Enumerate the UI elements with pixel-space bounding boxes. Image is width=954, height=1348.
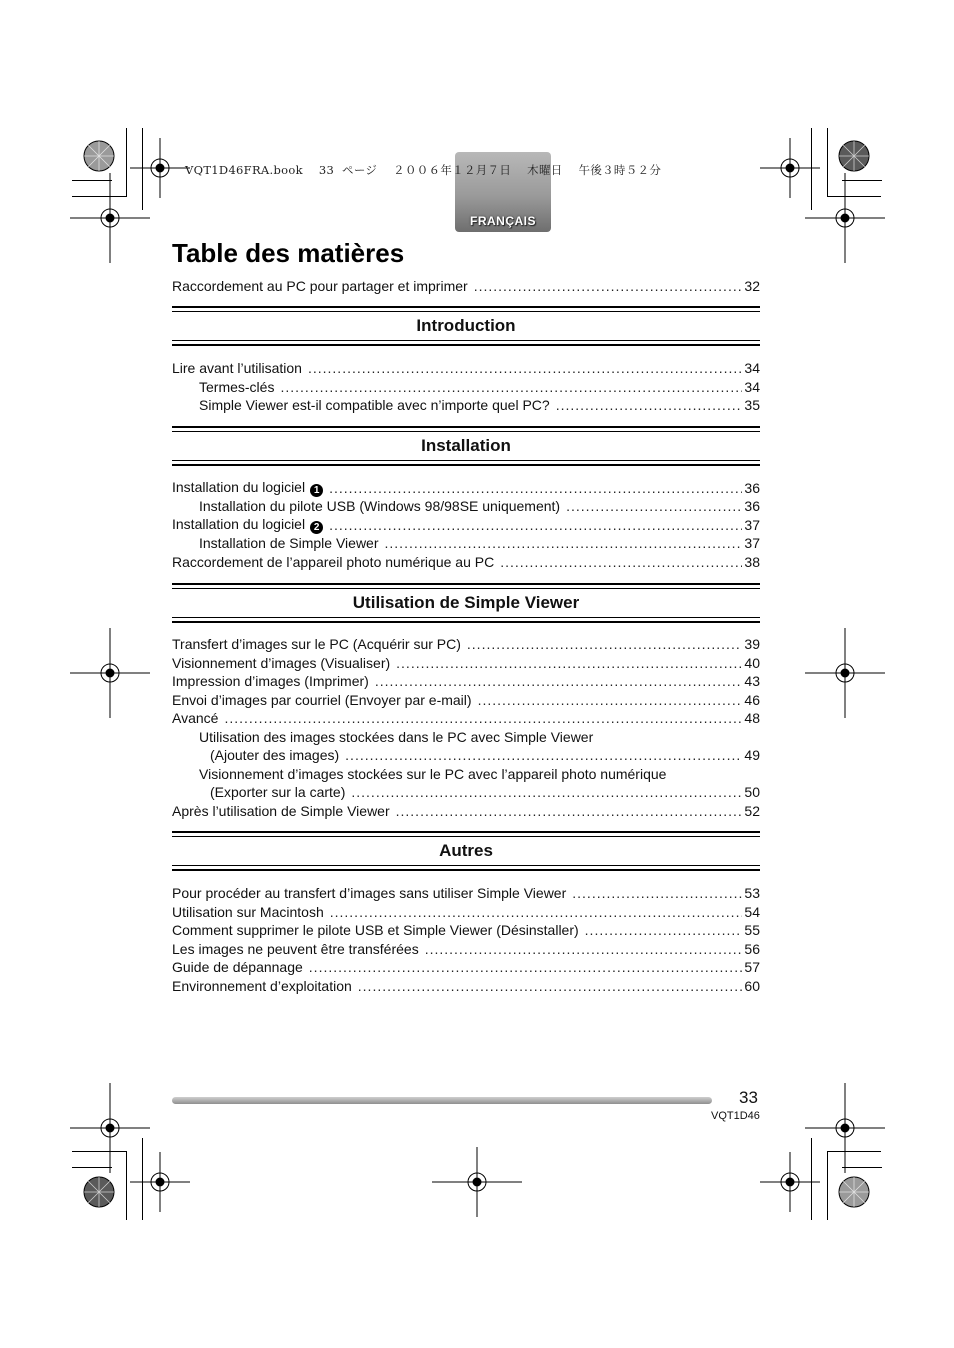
- toc-leader-dots: [329, 479, 742, 497]
- toc-leader-dots: [500, 553, 742, 571]
- section-heading-text: Utilisation de Simple Viewer: [352, 593, 580, 612]
- toc-entry[interactable]: [172, 359, 760, 377]
- toc-entry-text: Environnement d’exploitation: [172, 978, 352, 994]
- toc-entry-page: 46: [744, 692, 760, 708]
- toc-entry-page: 53: [744, 885, 760, 901]
- toc-entry[interactable]: [172, 921, 760, 939]
- toc-entry-label: Installation du logiciel: [172, 479, 306, 495]
- section-heading-installation: [172, 431, 760, 461]
- toc-entry-page: 56: [744, 941, 760, 957]
- toc-entry[interactable]: [210, 746, 760, 764]
- section-heading-text: Autres: [439, 841, 493, 860]
- toc-entry-text: Raccordement au PC pour partager et imprimer: [172, 278, 468, 294]
- toc-entry-text: Transfert d’images sur le PC (Acquérir sur PC): [172, 636, 461, 652]
- toc-leader-dots: [308, 359, 742, 377]
- toc-leader-dots: [280, 378, 742, 396]
- toc-entry-text: Visionnement d’images (Visualiser): [172, 655, 391, 671]
- header-page-label: ページ: [342, 163, 378, 177]
- toc-leader-dots: [224, 709, 742, 727]
- toc-entry-page: 34: [744, 360, 760, 376]
- toc-entry-page: 36: [744, 498, 760, 514]
- toc-entry-text: [172, 478, 323, 497]
- header-weekday: 木曜日: [527, 163, 563, 177]
- toc-entry[interactable]: [172, 516, 760, 534]
- toc-entry-page: 35: [744, 397, 760, 413]
- toc-entry[interactable]: [210, 783, 760, 801]
- toc-entry-page: 57: [744, 959, 760, 975]
- toc-entry-text: Utilisation sur Macintosh: [172, 904, 324, 920]
- toc-entry-text: Installation de Simple Viewer: [199, 535, 379, 551]
- page-title: Table des matières: [172, 238, 405, 268]
- section-heading-introduction: [172, 311, 760, 341]
- toc-entry[interactable]: [172, 903, 760, 921]
- toc-entry-text: Simple Viewer est-il compatible avec n’importe quel PC?: [199, 397, 550, 413]
- toc-entry[interactable]: [199, 396, 760, 414]
- step-1-badge: 1: [310, 484, 323, 497]
- toc-entry[interactable]: [172, 977, 760, 995]
- toc-entry-page: 48: [744, 710, 760, 726]
- toc-leader-dots: [385, 534, 743, 552]
- toc-entry-line[interactable]: Visionnement d’images stockées sur le PC avec l’appareil photo numérique: [199, 766, 667, 782]
- toc-leader-dots: [309, 958, 743, 976]
- toc-entry-text: Raccordement de l’appareil photo numérique au PC: [172, 554, 495, 570]
- toc-entry-text: [172, 515, 323, 534]
- section-heading-simple-viewer: [172, 588, 760, 618]
- toc-entry-page: 37: [744, 535, 760, 551]
- header-time: 午後３時５２分: [578, 163, 662, 177]
- toc-entry[interactable]: [172, 635, 760, 653]
- toc-leader-dots: [375, 672, 743, 690]
- toc-entry-page: 37: [744, 517, 760, 533]
- toc-leader-dots: [330, 903, 743, 921]
- footer-page-number: 33: [739, 1088, 758, 1107]
- toc-entry[interactable]: [172, 672, 760, 690]
- toc-entry-text: Après l’utilisation de Simple Viewer: [172, 803, 390, 819]
- toc-entry-page: 49: [744, 747, 760, 763]
- toc-entry[interactable]: [172, 553, 760, 571]
- toc-entry[interactable]: [172, 709, 760, 727]
- toc-entry[interactable]: [172, 958, 760, 976]
- toc-entry-intro[interactable]: [172, 277, 760, 295]
- section-heading-text: Installation: [421, 436, 511, 455]
- step-2-badge: 2: [310, 521, 323, 534]
- toc-entry[interactable]: [172, 691, 760, 709]
- toc-entry[interactable]: [172, 479, 760, 497]
- toc-leader-dots: [467, 635, 743, 653]
- toc-leader-dots: [585, 921, 743, 939]
- toc-entry-page: 50: [744, 784, 760, 800]
- toc-entry[interactable]: [199, 534, 760, 552]
- toc-leader-dots: [572, 884, 742, 902]
- section-heading-autres: [172, 836, 760, 866]
- toc-entry-page: 34: [744, 379, 760, 395]
- toc-entry[interactable]: [199, 497, 760, 515]
- book-header-line: [185, 162, 673, 178]
- toc-entry-text: Installation du pilote USB (Windows 98/98SE uniquement): [199, 498, 561, 514]
- toc-entry-page: 43: [744, 673, 760, 689]
- toc-entry-page: 54: [744, 904, 760, 920]
- toc-entry-page: 55: [744, 922, 760, 938]
- toc-entry-text: (Ajouter des images): [210, 747, 340, 763]
- toc-entry-text: Avancé: [172, 710, 219, 726]
- toc-leader-dots: [474, 277, 743, 295]
- toc-leader-dots: [566, 497, 742, 515]
- toc-entry-page: 36: [744, 480, 760, 496]
- toc-entry-page: 60: [744, 978, 760, 994]
- footer-model-code: VQT1D46: [711, 1110, 760, 1122]
- toc-entry-page: 32: [744, 278, 760, 294]
- toc-entry[interactable]: [172, 802, 760, 820]
- toc-entry-line[interactable]: Utilisation des images stockées dans le PC avec Simple Viewer: [199, 729, 594, 745]
- toc-leader-dots: [351, 783, 742, 801]
- toc-entry-text: Impression d’images (Imprimer): [172, 673, 369, 689]
- toc-entry-page: 39: [744, 636, 760, 652]
- toc-entry-text: Termes-clés: [199, 379, 275, 395]
- toc-leader-dots: [396, 654, 742, 672]
- toc-entry-page: 40: [744, 655, 760, 671]
- toc-leader-dots: [358, 977, 743, 995]
- toc-leader-dots: [345, 746, 742, 764]
- toc-entry-text: Envoi d’images par courriel (Envoyer par e-mail): [172, 692, 472, 708]
- toc-entry[interactable]: [172, 654, 760, 672]
- toc-entry-text: Lire avant l’utilisation: [172, 360, 302, 376]
- header-date: ２００６年１２月７日: [393, 163, 512, 177]
- toc-leader-dots: [556, 396, 743, 414]
- toc-entry-text: Pour procéder au transfert d’images sans utiliser Simple Viewer: [172, 885, 567, 901]
- toc-entry-text: Comment supprimer le pilote USB et Simple Viewer (Désinstaller): [172, 922, 579, 938]
- toc-leader-dots: [425, 940, 743, 958]
- toc-entry[interactable]: [172, 940, 760, 958]
- header-file-name: VQT1D46FRA.book: [185, 163, 303, 177]
- header-page-number: 33: [318, 163, 335, 177]
- toc-entry-page: 52: [744, 803, 760, 819]
- toc-entry-page: 38: [744, 554, 760, 570]
- language-tab-label: FRANÇAIS: [470, 214, 536, 228]
- toc-entry-text: Guide de dépannage: [172, 959, 303, 975]
- toc-leader-dots: [329, 516, 742, 534]
- section-heading-text: Introduction: [416, 316, 516, 335]
- toc-leader-dots: [396, 802, 743, 820]
- toc-entry-label: Installation du logiciel: [172, 516, 306, 532]
- toc-entry[interactable]: [199, 378, 760, 396]
- toc-entry[interactable]: [172, 884, 760, 902]
- footer-bar: [172, 1097, 712, 1104]
- toc-entry-text: (Exporter sur la carte): [210, 784, 346, 800]
- toc-entry-text: Les images ne peuvent être transférées: [172, 941, 419, 957]
- toc-leader-dots: [478, 691, 743, 709]
